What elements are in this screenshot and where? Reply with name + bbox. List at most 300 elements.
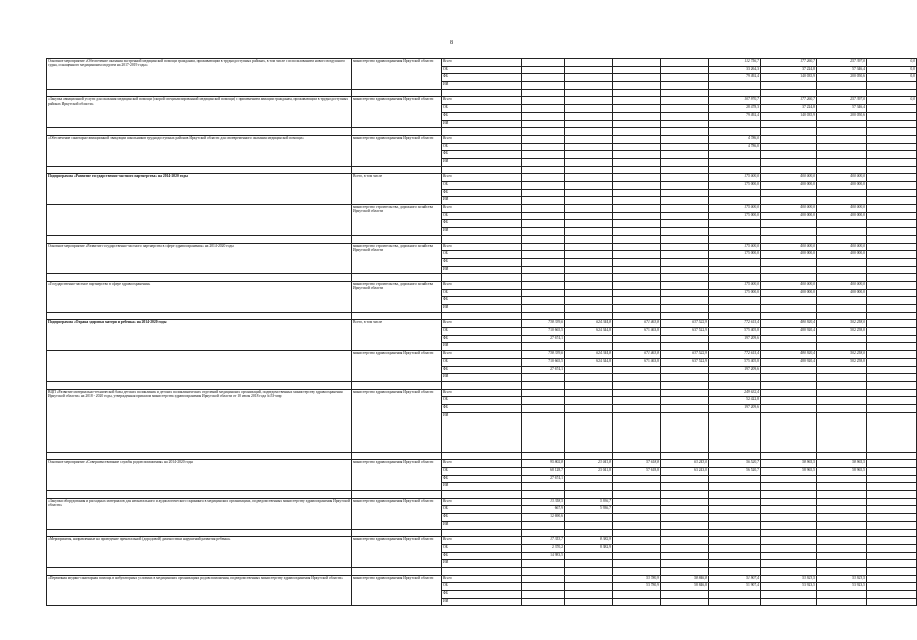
amount-cell — [613, 591, 661, 599]
amount-cell: 52 422,8 — [709, 397, 761, 405]
amount-cell — [565, 97, 613, 105]
amount-cell — [867, 366, 917, 374]
empty-cell — [442, 128, 522, 136]
amount-cell — [661, 66, 709, 74]
amount-cell — [613, 174, 661, 182]
funding-source-label: Всего — [442, 205, 522, 213]
amount-cell — [565, 598, 613, 606]
amount-cell — [565, 560, 613, 568]
funding-source-label: ФБ — [442, 297, 522, 305]
funding-source-label: ОБ — [442, 105, 522, 113]
amount-cell — [817, 143, 867, 151]
empty-cell — [867, 529, 917, 537]
amount-cell — [817, 506, 867, 514]
amount-cell: 175 000,0 — [709, 289, 761, 297]
amount-cell — [613, 281, 661, 289]
amount-cell: 637 522,9 — [661, 351, 709, 359]
empty-cell — [442, 235, 522, 243]
amount-cell: 8 382,9 — [565, 537, 613, 545]
amount-cell: 56 520,7 — [709, 460, 761, 468]
amount-cell — [817, 343, 867, 351]
amount-cell — [761, 475, 817, 483]
amount-cell — [817, 189, 867, 197]
funding-source-label: Всего — [442, 575, 522, 583]
table-row — [47, 59, 917, 67]
responsible-executor: министерство здравоохранения Иркутской области — [352, 97, 442, 128]
amount-cell: 710 665,5 — [522, 328, 565, 336]
funding-source-label: ИИ — [442, 521, 522, 529]
empty-cell — [709, 312, 761, 320]
empty-cell — [352, 89, 442, 97]
amount-cell — [565, 59, 613, 67]
amount-cell — [661, 544, 709, 552]
amount-cell: 624 344,8 — [565, 320, 613, 328]
amount-cell: 4 786,0 — [709, 135, 761, 143]
amount-cell: 710 665,5 — [522, 358, 565, 366]
empty-cell — [661, 128, 709, 136]
table-row — [47, 205, 917, 213]
empty-cell — [47, 381, 352, 389]
amount-cell — [565, 483, 613, 491]
amount-cell — [613, 389, 661, 397]
amount-cell — [522, 289, 565, 297]
responsible-executor: министерство здравоохранения Иркутской области — [352, 575, 442, 606]
program-description: «Первичная медико-санитарная помощь в амбулаторных условиях в медицинских организациях родовспоможения, подведомственных министерству здравоохранения Иркутской области» — [47, 575, 352, 606]
amount-cell — [709, 560, 761, 568]
row-separator — [47, 312, 917, 320]
amount-cell — [817, 483, 867, 491]
empty-cell — [709, 166, 761, 174]
amount-cell: 400 000,0 — [761, 174, 817, 182]
funding-source-label: ФБ — [442, 220, 522, 228]
amount-cell — [565, 366, 613, 374]
table-row — [47, 389, 917, 397]
empty-cell — [761, 567, 817, 575]
amount-cell — [709, 475, 761, 483]
empty-cell — [352, 235, 442, 243]
amount-cell — [565, 266, 613, 274]
responsible-executor: министерство здравоохранения Иркутской области — [352, 537, 442, 568]
funding-source-label: ОБ — [442, 397, 522, 405]
funding-source-label: ИИ — [442, 483, 522, 491]
amount-cell — [522, 243, 565, 251]
funding-source-label: ОБ — [442, 182, 522, 190]
amount-cell — [817, 158, 867, 166]
page-number: 8 — [450, 40, 453, 46]
responsible-executor: Всего, в том числе — [352, 320, 442, 351]
amount-cell: 400 000,0 — [761, 289, 817, 297]
amount-cell — [661, 591, 709, 599]
amount-cell — [867, 243, 917, 251]
amount-cell — [817, 297, 867, 305]
table-row — [47, 281, 917, 289]
amount-cell — [661, 537, 709, 545]
amount-cell: 671 463,8 — [613, 320, 661, 328]
amount-cell — [661, 251, 709, 259]
amount-cell — [761, 151, 817, 159]
amount-cell: 175 000,0 — [709, 243, 761, 251]
amount-cell — [613, 506, 661, 514]
row-separator — [47, 491, 917, 499]
amount-cell — [817, 120, 867, 128]
amount-cell — [867, 397, 917, 405]
amount-cell — [709, 197, 761, 205]
amount-cell — [522, 343, 565, 351]
amount-cell — [522, 143, 565, 151]
empty-cell — [47, 235, 352, 243]
amount-cell — [522, 591, 565, 599]
amount-cell — [613, 305, 661, 313]
empty-cell — [47, 567, 352, 575]
amount-cell — [565, 514, 613, 522]
amount-cell — [661, 598, 709, 606]
funding-source-label: Всего — [442, 59, 522, 67]
amount-cell — [867, 335, 917, 343]
empty-cell — [352, 491, 442, 499]
row-separator — [47, 274, 917, 282]
amount-cell — [613, 143, 661, 151]
amount-cell: 8 382,9 — [565, 544, 613, 552]
amount-cell — [661, 158, 709, 166]
amount-cell — [867, 289, 917, 297]
amount-cell: 53 923,5 — [761, 583, 817, 591]
program-description: Основное мероприятие «Совершенствование службы родовспоможения» на 2014-2020 годы — [47, 460, 352, 491]
empty-cell — [817, 128, 867, 136]
amount-cell: 13 358,5 — [522, 498, 565, 506]
amount-cell — [565, 552, 613, 560]
empty-cell — [352, 567, 442, 575]
amount-cell — [761, 483, 817, 491]
amount-cell — [709, 374, 761, 382]
amount-cell — [709, 506, 761, 514]
funding-source-label: ОБ — [442, 468, 522, 476]
empty-cell — [817, 166, 867, 174]
funding-source-label: ФБ — [442, 151, 522, 159]
amount-cell — [661, 228, 709, 236]
amount-cell — [522, 389, 565, 397]
funding-source-label: Всего — [442, 320, 522, 328]
amount-cell — [565, 297, 613, 305]
amount-cell: 5 936,7 — [565, 506, 613, 514]
amount-cell — [613, 135, 661, 143]
amount-cell: 175 000,0 — [709, 281, 761, 289]
amount-cell: 27 674,1 — [522, 335, 565, 343]
amount-cell — [661, 97, 709, 105]
empty-cell — [565, 452, 613, 460]
amount-cell: 738 339,6 — [522, 351, 565, 359]
amount-cell — [613, 251, 661, 259]
funding-source-label: Всего — [442, 537, 522, 545]
amount-cell — [565, 583, 613, 591]
row-separator — [47, 128, 917, 136]
amount-cell — [661, 258, 709, 266]
amount-cell — [817, 560, 867, 568]
amount-cell: 57 346,4 — [817, 66, 867, 74]
empty-cell — [867, 274, 917, 282]
empty-cell — [565, 89, 613, 97]
amount-cell — [867, 483, 917, 491]
amount-cell: 63 243,0 — [661, 468, 709, 476]
row-separator — [47, 89, 917, 97]
empty-cell — [817, 274, 867, 282]
amount-cell: 63 243,0 — [661, 460, 709, 468]
amount-cell — [522, 598, 565, 606]
amount-cell: 5 936,7 — [565, 498, 613, 506]
amount-cell — [565, 66, 613, 74]
amount-cell — [867, 258, 917, 266]
empty-cell — [613, 381, 661, 389]
amount-cell — [761, 397, 817, 405]
empty-cell — [522, 312, 565, 320]
amount-cell — [761, 412, 817, 452]
empty-cell — [442, 491, 522, 499]
empty-cell — [817, 567, 867, 575]
amount-cell — [522, 374, 565, 382]
amount-cell: 480 920,4 — [761, 328, 817, 336]
funding-source-label: Всего — [442, 498, 522, 506]
amount-cell — [709, 158, 761, 166]
amount-cell — [867, 460, 917, 468]
amount-cell — [761, 143, 817, 151]
amount-cell — [709, 343, 761, 351]
responsible-executor: министерство здравоохранения Иркутской области — [352, 389, 442, 452]
amount-cell — [613, 397, 661, 405]
amount-cell — [661, 475, 709, 483]
amount-cell: 112 756,7 — [709, 59, 761, 67]
empty-cell — [817, 381, 867, 389]
funding-source-label: ОБ — [442, 328, 522, 336]
funding-source-label: ФБ — [442, 74, 522, 82]
amount-cell — [867, 189, 917, 197]
amount-cell — [817, 228, 867, 236]
amount-cell: 637 522,9 — [661, 358, 709, 366]
empty-cell — [661, 381, 709, 389]
amount-cell — [817, 598, 867, 606]
empty-cell — [522, 381, 565, 389]
amount-cell: 27 674,1 — [522, 366, 565, 374]
empty-cell — [442, 529, 522, 537]
empty-cell — [47, 491, 352, 499]
amount-cell — [522, 220, 565, 228]
budget-table — [46, 58, 917, 606]
amount-cell — [709, 120, 761, 128]
program-description — [47, 205, 352, 236]
amount-cell — [522, 197, 565, 205]
amount-cell — [522, 112, 565, 120]
amount-cell: 400 000,0 — [817, 212, 867, 220]
funding-source-label: ФБ — [442, 366, 522, 374]
funding-source-label: ИИ — [442, 120, 522, 128]
amount-cell: 175 000,0 — [709, 212, 761, 220]
responsible-executor: министерство строительства, дорожного хозяйства Иркутской области — [352, 243, 442, 274]
amount-cell — [565, 120, 613, 128]
table-row — [47, 320, 917, 328]
amount-cell — [522, 66, 565, 74]
amount-cell — [565, 305, 613, 313]
amount-cell — [613, 289, 661, 297]
table-row — [47, 498, 917, 506]
amount-cell — [522, 135, 565, 143]
amount-cell — [661, 82, 709, 90]
amount-cell — [817, 151, 867, 159]
amount-cell — [867, 404, 917, 412]
funding-source-label: ОБ — [442, 289, 522, 297]
amount-cell — [709, 498, 761, 506]
amount-cell: 17 353,7 — [522, 537, 565, 545]
amount-cell: 33 264,3 — [709, 66, 761, 74]
amount-cell — [761, 343, 817, 351]
amount-cell — [709, 544, 761, 552]
program-description: Основное мероприятие «Обеспечение оказания экстренной медицинской помощи гражданам, проживающим в труднодоступных районах, в том числе с использованием нового воздушного судна, оснащенного медицинским модулем на 2017-2019 годы» — [47, 59, 352, 90]
responsible-executor: министерство строительства, дорожного хозяйства Иркутской области — [352, 205, 442, 236]
amount-cell — [867, 143, 917, 151]
amount-cell — [709, 266, 761, 274]
empty-cell — [522, 491, 565, 499]
empty-cell — [565, 312, 613, 320]
empty-cell — [709, 128, 761, 136]
amount-cell — [817, 335, 867, 343]
amount-cell — [661, 552, 709, 560]
empty-cell — [613, 235, 661, 243]
amount-cell: 671 463,8 — [613, 358, 661, 366]
responsible-executor: министерство здравоохранения Иркутской области — [352, 460, 442, 491]
amount-cell — [661, 514, 709, 522]
funding-source-label: Всего — [442, 243, 522, 251]
empty-cell — [352, 312, 442, 320]
amount-cell — [817, 404, 867, 412]
amount-cell — [661, 120, 709, 128]
amount-cell: 23 041,8 — [565, 468, 613, 476]
empty-cell — [709, 567, 761, 575]
amount-cell — [565, 158, 613, 166]
amount-cell: 400 000,0 — [761, 182, 817, 190]
amount-cell — [661, 205, 709, 213]
empty-cell — [867, 491, 917, 499]
amount-cell — [613, 404, 661, 412]
amount-cell — [565, 412, 613, 452]
empty-cell — [661, 529, 709, 537]
empty-cell — [352, 128, 442, 136]
amount-cell — [817, 197, 867, 205]
funding-source-label: Всего — [442, 351, 522, 359]
amount-cell — [522, 575, 565, 583]
empty-cell — [522, 529, 565, 537]
amount-cell: 175 000,0 — [709, 182, 761, 190]
amount-cell: 140 035,9 — [761, 112, 817, 120]
amount-cell — [613, 412, 661, 452]
amount-cell — [613, 514, 661, 522]
amount-cell — [613, 220, 661, 228]
amount-cell — [761, 366, 817, 374]
empty-cell — [352, 452, 442, 460]
empty-cell — [761, 89, 817, 97]
amount-cell — [709, 412, 761, 452]
amount-cell — [867, 583, 917, 591]
amount-cell — [613, 258, 661, 266]
empty-cell — [613, 89, 661, 97]
amount-cell: 2 370,2 — [522, 544, 565, 552]
amount-cell — [565, 251, 613, 259]
amount-cell — [867, 120, 917, 128]
amount-cell — [661, 135, 709, 143]
amount-cell — [661, 412, 709, 452]
empty-cell — [47, 274, 352, 282]
amount-cell — [867, 135, 917, 143]
amount-cell: 400 000,0 — [761, 251, 817, 259]
row-separator — [47, 166, 917, 174]
amount-cell — [613, 59, 661, 67]
funding-source-label: ОБ — [442, 143, 522, 151]
amount-cell — [522, 74, 565, 82]
amount-cell — [661, 112, 709, 120]
amount-cell — [867, 328, 917, 336]
amount-cell — [761, 158, 817, 166]
amount-cell — [522, 105, 565, 113]
table-row — [47, 460, 917, 468]
empty-cell — [565, 567, 613, 575]
amount-cell — [661, 305, 709, 313]
amount-cell: 57 618,8 — [613, 468, 661, 476]
amount-cell — [709, 220, 761, 228]
program-description: «Мероприятия, направленные на проведение пренатальной (дородовой) диагностики нарушений развития ребенка» — [47, 537, 352, 568]
amount-cell: 68 128,7 — [522, 468, 565, 476]
amount-cell — [761, 560, 817, 568]
amount-cell — [613, 335, 661, 343]
amount-cell — [613, 297, 661, 305]
amount-cell — [613, 228, 661, 236]
amount-cell — [661, 506, 709, 514]
responsible-executor: министерство здравоохранения Иркутской области — [352, 59, 442, 90]
empty-cell — [613, 312, 661, 320]
amount-cell — [565, 343, 613, 351]
empty-cell — [867, 89, 917, 97]
amount-cell — [867, 205, 917, 213]
amount-cell — [709, 483, 761, 491]
amount-cell — [613, 197, 661, 205]
amount-cell — [522, 521, 565, 529]
responsible-executor: Всего, в том числе — [352, 174, 442, 205]
amount-cell — [867, 82, 917, 90]
empty-cell — [522, 166, 565, 174]
amount-cell — [565, 243, 613, 251]
amount-cell — [761, 82, 817, 90]
amount-cell — [867, 560, 917, 568]
amount-cell — [565, 82, 613, 90]
amount-cell: 37 224,8 — [761, 105, 817, 113]
amount-cell — [761, 498, 817, 506]
amount-cell — [761, 591, 817, 599]
table-row — [47, 135, 917, 143]
amount-cell: 58 846,8 — [661, 583, 709, 591]
amount-cell — [867, 552, 917, 560]
empty-cell — [709, 381, 761, 389]
amount-cell: 0,0 — [867, 97, 917, 105]
amount-cell — [867, 412, 917, 452]
funding-source-label: ИИ — [442, 197, 522, 205]
amount-cell — [661, 281, 709, 289]
amount-cell: 51 907,4 — [709, 575, 761, 583]
amount-cell: 637 522,9 — [661, 328, 709, 336]
empty-cell — [442, 166, 522, 174]
amount-cell: 400 000,0 — [761, 212, 817, 220]
amount-cell: 79 492,4 — [709, 74, 761, 82]
amount-cell: 400 000,0 — [817, 251, 867, 259]
amount-cell: 400 000,0 — [817, 281, 867, 289]
amount-cell — [867, 514, 917, 522]
amount-cell — [522, 205, 565, 213]
amount-cell — [565, 335, 613, 343]
amount-cell — [761, 404, 817, 412]
